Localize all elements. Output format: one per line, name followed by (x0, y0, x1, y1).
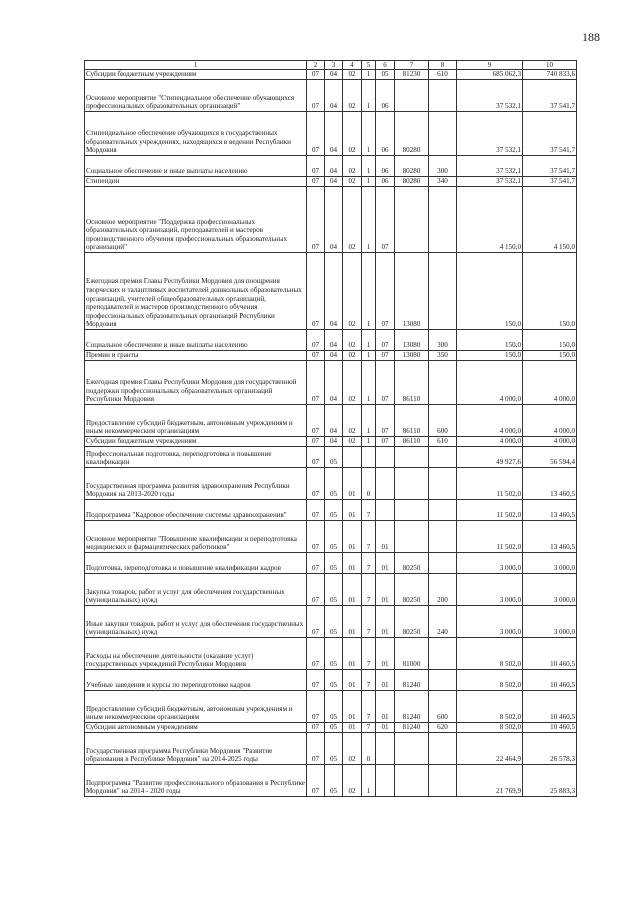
cell-c2: 07 (307, 351, 325, 361)
row-name: Профессиональная подготовка, переподготовка и повышение квалификации (85, 447, 307, 468)
cell-c7 (395, 765, 429, 797)
cell-c2: 07 (307, 468, 325, 500)
cell-c5: 1 (362, 253, 376, 330)
cell-v10: 37 541,7 (523, 177, 577, 187)
cell-c6: 01 (376, 670, 395, 691)
cell-c8: 610 (429, 70, 457, 80)
column-header-9: 9 (457, 61, 523, 70)
cell-c4: 02 (343, 177, 362, 187)
cell-c5: 1 (362, 405, 376, 437)
table-row (85, 691, 577, 723)
cell-c2: 07 (307, 156, 325, 177)
cell-c7: 80250 (395, 574, 429, 606)
row-name: Социальное обеспечение и иные выплаты населению (85, 330, 307, 351)
cell-c5: 7 (362, 553, 376, 574)
cell-v10: 4 000,0 (523, 437, 577, 447)
cell-c3: 05 (325, 606, 343, 638)
cell-c4: 01 (343, 723, 362, 733)
row-name: Государственная программа развития здравоохранения Республики Мордовия на 2013-2020 годы (85, 468, 307, 500)
cell-c7 (395, 733, 429, 765)
cell-c4: 02 (343, 70, 362, 80)
cell-c6: 01 (376, 553, 395, 574)
cell-c3: 04 (325, 253, 343, 330)
cell-c8 (429, 80, 457, 112)
cell-c2: 07 (307, 187, 325, 253)
cell-c5: 0 (362, 733, 376, 765)
cell-c3: 05 (325, 521, 343, 553)
table-row (85, 606, 577, 638)
cell-v9: 22 464,9 (457, 733, 523, 765)
cell-c2: 07 (307, 691, 325, 723)
cell-v10: 740 833,6 (523, 70, 577, 80)
row-name: Стипендии (85, 177, 307, 187)
cell-c2: 07 (307, 521, 325, 553)
cell-c6: 07 (376, 253, 395, 330)
cell-c5: 7 (362, 606, 376, 638)
cell-v10: 3 000,0 (523, 553, 577, 574)
cell-c3: 05 (325, 765, 343, 797)
cell-c8: 610 (429, 437, 457, 447)
cell-v10: 4 150,0 (523, 187, 577, 253)
cell-c5: 1 (362, 351, 376, 361)
cell-c8 (429, 670, 457, 691)
cell-c7: 86110 (395, 361, 429, 405)
cell-c5: 1 (362, 80, 376, 112)
cell-c3: 05 (325, 733, 343, 765)
cell-c4: 01 (343, 670, 362, 691)
cell-c7: 80280 (395, 177, 429, 187)
cell-c6: 06 (376, 156, 395, 177)
cell-c6: 07 (376, 351, 395, 361)
table-row (85, 765, 577, 797)
cell-c5 (362, 447, 376, 468)
cell-v10: 25 883,3 (523, 765, 577, 797)
row-name: Субсидии бюджетным учреждениям (85, 70, 307, 80)
table-row (85, 253, 577, 330)
cell-c7 (395, 187, 429, 253)
cell-v10: 13 460,5 (523, 468, 577, 500)
table-row (85, 80, 577, 112)
page-number: 188 (582, 30, 600, 44)
cell-v9: 8 502,0 (457, 723, 523, 733)
table-row (85, 574, 577, 606)
cell-v9: 4 000,0 (457, 437, 523, 447)
row-name: Иные закупки товаров, работ и услуг для обеспечения государственных (муниципальных) нужд (85, 606, 307, 638)
cell-c4: 02 (343, 405, 362, 437)
cell-c4 (343, 447, 362, 468)
cell-c6: 01 (376, 691, 395, 723)
row-name: Субсидии бюджетным учреждениям (85, 437, 307, 447)
cell-c6: 01 (376, 606, 395, 638)
cell-v9: 8 502,0 (457, 691, 523, 723)
cell-c7 (395, 500, 429, 521)
cell-v10: 37 541,7 (523, 80, 577, 112)
cell-c4: 02 (343, 437, 362, 447)
cell-c3: 05 (325, 574, 343, 606)
cell-v9: 3 000,0 (457, 574, 523, 606)
cell-c2: 07 (307, 253, 325, 330)
cell-c2: 07 (307, 553, 325, 574)
cell-c3: 04 (325, 361, 343, 405)
table-row (85, 447, 577, 468)
cell-c8 (429, 468, 457, 500)
row-name: Стипендиальное обеспечение обучающихся в государственных образовательных учреждениях, находящихся в ведении Республики Мордовия (85, 112, 307, 156)
cell-v10: 10 460,5 (523, 723, 577, 733)
row-name: Подпрограмма "Развитие профессионального образования в Республике Мордовия" на 2014 - 2020 годы (85, 765, 307, 797)
cell-v9: 150,0 (457, 253, 523, 330)
cell-c8 (429, 733, 457, 765)
cell-c4: 01 (343, 468, 362, 500)
cell-c5: 0 (362, 468, 376, 500)
cell-c5: 7 (362, 691, 376, 723)
cell-c7: 81240 (395, 691, 429, 723)
row-name: Подготовка, переподготовка и повышение квалификации кадров (85, 553, 307, 574)
cell-c4: 02 (343, 351, 362, 361)
cell-v9: 4 150,0 (457, 187, 523, 253)
cell-c5: 7 (362, 638, 376, 670)
row-name: Ежегодная премия Главы Республики Мордовия для государственной поддержки профессиональных образовательных организаций Республики Мордовия (85, 361, 307, 405)
cell-c4: 01 (343, 691, 362, 723)
cell-v10: 37 541,7 (523, 156, 577, 177)
table-row (85, 156, 577, 177)
cell-c2: 07 (307, 361, 325, 405)
table-row (85, 468, 577, 500)
cell-c5: 7 (362, 500, 376, 521)
cell-c4: 01 (343, 574, 362, 606)
cell-c7: 81240 (395, 670, 429, 691)
cell-c6: 01 (376, 638, 395, 670)
cell-c8 (429, 112, 457, 156)
cell-c5: 1 (362, 187, 376, 253)
cell-c8 (429, 447, 457, 468)
cell-v9: 37 532,1 (457, 156, 523, 177)
cell-v10: 4 000,0 (523, 361, 577, 405)
column-header-4: 4 (343, 61, 362, 70)
cell-c2: 07 (307, 112, 325, 156)
cell-v10: 10 460,5 (523, 691, 577, 723)
cell-c3: 04 (325, 156, 343, 177)
table-row (85, 405, 577, 437)
cell-c6: 01 (376, 723, 395, 733)
cell-v10: 3 000,0 (523, 574, 577, 606)
cell-c6: 07 (376, 361, 395, 405)
column-header-5: 5 (362, 61, 376, 70)
cell-v10: 3 000,0 (523, 606, 577, 638)
cell-v9: 37 532,1 (457, 177, 523, 187)
column-header-6: 6 (376, 61, 395, 70)
column-header-row (85, 61, 577, 70)
cell-c5: 7 (362, 670, 376, 691)
cell-c4: 02 (343, 361, 362, 405)
table-row (85, 638, 577, 670)
cell-c7: 13080 (395, 351, 429, 361)
cell-c7: 81000 (395, 638, 429, 670)
cell-c6 (376, 500, 395, 521)
cell-v9: 37 532,1 (457, 112, 523, 156)
cell-v10: 37 541,7 (523, 112, 577, 156)
cell-c3: 04 (325, 330, 343, 351)
cell-c8 (429, 361, 457, 405)
table-row (85, 733, 577, 765)
table-row (85, 437, 577, 447)
cell-c4: 01 (343, 606, 362, 638)
cell-c6: 01 (376, 521, 395, 553)
cell-v9: 685 062,3 (457, 70, 523, 80)
cell-v10: 13 460,5 (523, 521, 577, 553)
cell-c5: 1 (362, 361, 376, 405)
cell-v10: 150,0 (523, 253, 577, 330)
cell-c8: 240 (429, 606, 457, 638)
cell-c4: 02 (343, 330, 362, 351)
cell-c7 (395, 521, 429, 553)
cell-c7: 81240 (395, 723, 429, 733)
cell-v9: 37 532,1 (457, 80, 523, 112)
row-name: Основное мероприятие "Поддержка профессиональных образовательных организаций, преподавателей и мастеров производственного обучения профессиональных образовательных организаций" (85, 187, 307, 253)
cell-c7: 80250 (395, 553, 429, 574)
cell-c8: 350 (429, 351, 457, 361)
cell-c2: 07 (307, 574, 325, 606)
cell-c8: 600 (429, 691, 457, 723)
cell-c5: 1 (362, 765, 376, 797)
cell-c2: 07 (307, 70, 325, 80)
cell-v10: 56 594,4 (523, 447, 577, 468)
cell-c7: 86110 (395, 437, 429, 447)
row-name: Расходы на обеспечение деятельности (оказание услуг) государственных учреждений Республики Мордовия (85, 638, 307, 670)
cell-c8 (429, 553, 457, 574)
cell-v9: 8 502,0 (457, 638, 523, 670)
table-row (85, 177, 577, 187)
column-header-2: 2 (307, 61, 325, 70)
cell-c4: 01 (343, 638, 362, 670)
cell-c3: 05 (325, 638, 343, 670)
column-header-10: 10 (523, 61, 577, 70)
row-name: Премии и гранты (85, 351, 307, 361)
cell-c5: 1 (362, 112, 376, 156)
cell-v10: 13 460,5 (523, 500, 577, 521)
table-row (85, 112, 577, 156)
cell-c7: 81230 (395, 70, 429, 80)
cell-v10: 26 578,3 (523, 733, 577, 765)
cell-v9: 3 000,0 (457, 553, 523, 574)
cell-v9: 4 000,0 (457, 405, 523, 437)
table-row (85, 500, 577, 521)
cell-c2: 07 (307, 638, 325, 670)
cell-c8: 300 (429, 156, 457, 177)
cell-c2: 07 (307, 733, 325, 765)
cell-c6 (376, 447, 395, 468)
cell-c7: 86110 (395, 405, 429, 437)
cell-c7: 80250 (395, 606, 429, 638)
cell-c5: 1 (362, 330, 376, 351)
cell-c2: 07 (307, 670, 325, 691)
cell-c4: 02 (343, 765, 362, 797)
table-row (85, 351, 577, 361)
cell-v10: 10 460,5 (523, 638, 577, 670)
column-header-3: 3 (325, 61, 343, 70)
cell-v9: 11 502,0 (457, 500, 523, 521)
cell-c4: 02 (343, 112, 362, 156)
cell-c6 (376, 733, 395, 765)
cell-c3: 05 (325, 447, 343, 468)
cell-v9: 3 000,0 (457, 606, 523, 638)
table-row (85, 521, 577, 553)
cell-v9: 8 502,0 (457, 670, 523, 691)
cell-v9: 49 927,6 (457, 447, 523, 468)
cell-c6: 07 (376, 437, 395, 447)
cell-c8 (429, 521, 457, 553)
cell-v10: 150,0 (523, 330, 577, 351)
table-row (85, 361, 577, 405)
cell-c4: 01 (343, 553, 362, 574)
row-name: Основное мероприятие "Повышение квалификации и переподготовка медицинских и фармацевтических работников" (85, 521, 307, 553)
cell-c3: 04 (325, 70, 343, 80)
cell-c2: 07 (307, 437, 325, 447)
cell-v9: 150,0 (457, 351, 523, 361)
cell-c6: 07 (376, 330, 395, 351)
cell-c6: 06 (376, 112, 395, 156)
cell-c6 (376, 468, 395, 500)
cell-c2: 07 (307, 405, 325, 437)
cell-c5: 7 (362, 521, 376, 553)
budget-table (84, 60, 577, 797)
cell-c6: 07 (376, 187, 395, 253)
cell-c8: 340 (429, 177, 457, 187)
cell-c5: 1 (362, 70, 376, 80)
cell-c3: 05 (325, 691, 343, 723)
cell-c2: 07 (307, 723, 325, 733)
cell-v9: 150,0 (457, 330, 523, 351)
cell-c8 (429, 253, 457, 330)
cell-c3: 04 (325, 112, 343, 156)
cell-c6: 06 (376, 177, 395, 187)
cell-c7: 13080 (395, 253, 429, 330)
cell-c2: 07 (307, 447, 325, 468)
cell-c2: 07 (307, 765, 325, 797)
cell-v9: 21 769,9 (457, 765, 523, 797)
cell-c3: 04 (325, 351, 343, 361)
cell-v10: 150,0 (523, 351, 577, 361)
row-name: Государственная программа Республики Мордовия "Развитие образования в Республике Мордовия" на 2014-2025 годы (85, 733, 307, 765)
cell-c6: 06 (376, 80, 395, 112)
cell-c3: 05 (325, 500, 343, 521)
column-header-7: 7 (395, 61, 429, 70)
table-row (85, 723, 577, 733)
cell-v9: 4 000,0 (457, 361, 523, 405)
row-name: Учебные заведения и курсы по переподготовке кадров (85, 670, 307, 691)
cell-v10: 4 000,0 (523, 405, 577, 437)
cell-v9: 11 502,0 (457, 468, 523, 500)
table-row (85, 553, 577, 574)
cell-c7: 80280 (395, 156, 429, 177)
row-name: Социальное обеспечение и иные выплаты населению (85, 156, 307, 177)
table-row (85, 187, 577, 253)
cell-c6: 05 (376, 70, 395, 80)
cell-c3: 04 (325, 80, 343, 112)
cell-c3: 05 (325, 468, 343, 500)
cell-c3: 04 (325, 437, 343, 447)
cell-c4: 02 (343, 733, 362, 765)
cell-c8: 620 (429, 723, 457, 733)
cell-c3: 05 (325, 723, 343, 733)
cell-c3: 04 (325, 187, 343, 253)
column-header-1: 1 (85, 61, 307, 70)
cell-c2: 07 (307, 606, 325, 638)
cell-v9: 11 502,0 (457, 521, 523, 553)
table-row (85, 670, 577, 691)
cell-c2: 07 (307, 330, 325, 351)
cell-c7: 80280 (395, 112, 429, 156)
cell-c2: 07 (307, 80, 325, 112)
cell-c2: 07 (307, 500, 325, 521)
cell-c8: 200 (429, 574, 457, 606)
cell-c8 (429, 187, 457, 253)
table-row (85, 330, 577, 351)
cell-c4: 02 (343, 80, 362, 112)
cell-c5: 7 (362, 574, 376, 606)
row-name: Предоставление субсидий бюджетным, автономным учреждениям и иным некоммерческим организациям (85, 405, 307, 437)
row-name: Подпрограмма "Кадровое обеспечение системы здравоохранения" (85, 500, 307, 521)
column-header-8: 8 (429, 61, 457, 70)
cell-c4: 01 (343, 521, 362, 553)
cell-c3: 04 (325, 177, 343, 187)
cell-c5: 1 (362, 437, 376, 447)
row-name: Субсидии автономным учреждениям (85, 723, 307, 733)
table-row (85, 70, 577, 80)
cell-c8: 300 (429, 330, 457, 351)
cell-c8: 600 (429, 405, 457, 437)
cell-c7 (395, 80, 429, 112)
row-name: Закупка товаров, работ и услуг для обеспечения государственных (муниципальных) нужд (85, 574, 307, 606)
cell-c3: 05 (325, 670, 343, 691)
cell-c7 (395, 468, 429, 500)
cell-c6 (376, 765, 395, 797)
table-body (85, 70, 577, 797)
cell-c2: 07 (307, 177, 325, 187)
row-name: Основное мероприятие "Стипендиальное обеспечение обучающихся профессиональных образовательных организаций" (85, 80, 307, 112)
cell-c8 (429, 638, 457, 670)
cell-c3: 04 (325, 405, 343, 437)
cell-c3: 05 (325, 553, 343, 574)
cell-c4: 01 (343, 500, 362, 521)
cell-c4: 02 (343, 187, 362, 253)
cell-v10: 10 460,5 (523, 670, 577, 691)
cell-c8 (429, 765, 457, 797)
cell-c8 (429, 500, 457, 521)
cell-c7: 13080 (395, 330, 429, 351)
cell-c4: 02 (343, 156, 362, 177)
cell-c5: 7 (362, 723, 376, 733)
cell-c6: 01 (376, 574, 395, 606)
cell-c4: 02 (343, 253, 362, 330)
cell-c7 (395, 447, 429, 468)
cell-c5: 1 (362, 177, 376, 187)
row-name: Предоставление субсидий бюджетным, автономным учреждениям и иным некоммерческим организациям (85, 691, 307, 723)
row-name: Ежегодная премия Главы Республики Мордовия для поощрения творческих и талантливых воспитателей дошкольных образовательных организаций, учителей общеобразовательных организаций, преподавателей и мастеров производственного обучения профессиональных образовательных организаций Республики Мордовия (85, 253, 307, 330)
cell-c5: 1 (362, 156, 376, 177)
cell-c6: 07 (376, 405, 395, 437)
